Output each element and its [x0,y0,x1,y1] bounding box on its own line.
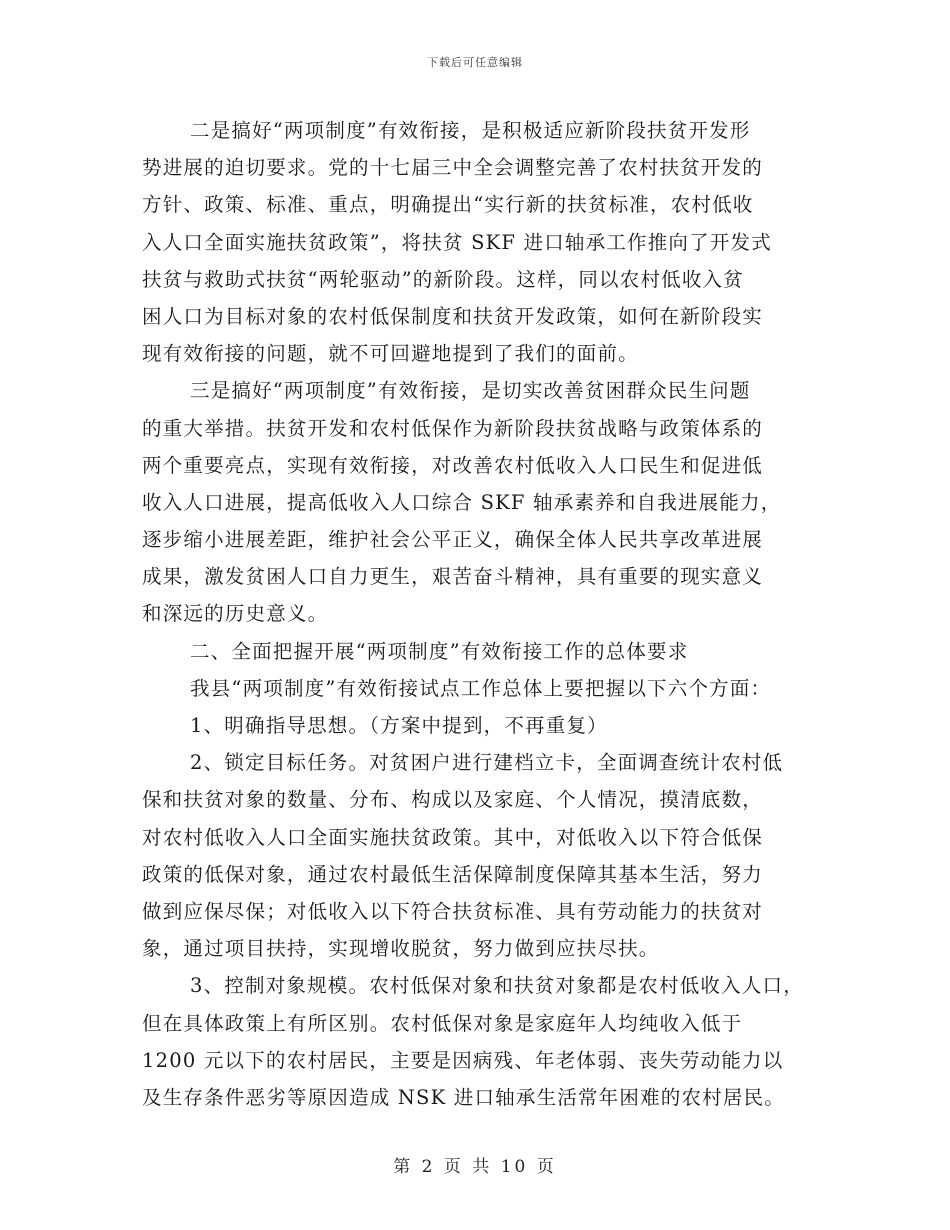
text-line: 及生存条件恶劣等原因造成 NSK 进口轴承生活常年困难的农村居民。 [142,1085,785,1109]
text-line: 和深远的历史意义。 [142,602,329,626]
text-line: 方针、政策、标准、重点，明确提出“实行新的扶贫标准，农村低收 [142,193,754,217]
text-line: 1200 元以下的农村居民，主要是因病残、年老体弱、丧失劳动能力以 [142,1048,784,1072]
text-line: 保和扶贫对象的数量、分布、构成以及家庭、个人情况，摸清底数， [142,788,764,812]
text-line: 1、明确指导思想。（方案中提到，不再重复） [190,714,608,737]
text-line: 成果，激发贫困人口自力更生，艰苦奋斗精神，具有重要的现实意义 [142,565,764,589]
page-header-note: 下载后可任意编辑 [427,56,523,69]
text-line: 但在具体政策上有所区别。农村低保对象是家庭年人均纯收入低于 [142,1011,743,1035]
page-number: 第 2 页 共 10 页 [393,1157,557,1177]
text-line: 二、全面把握开展“两项制度”有效衔接工作的总体要求 [190,639,689,663]
document-body [142,112,822,1116]
text-line: 势进展的迫切要求。党的十七届三中全会调整完善了农村扶贫开发的 [142,156,764,180]
text-line: 对农村低收入人口全面实施扶贫政策。其中，对低收入以下符合低保 [142,825,764,849]
text-line: 扶贫与救助式扶贫“两轮驱动”的新阶段。这样，同以农村低收入贫 [142,267,744,291]
text-line: 两个重要亮点，实现有效衔接，对改善农村低收入人口民生和促进低 [142,453,764,477]
text-line: 3、控制对象规模。农村低保对象和扶贫对象都是农村低收入人口， [190,974,804,998]
text-line: 逐步缩小进展差距，维护社会公平正义，确保全体人民共享改革进展 [142,528,764,552]
text-line: 2、锁定目标任务。对贫困户进行建档立卡，全面调查统计农村低 [190,751,784,775]
text-line: 做到应保尽保；对低收入以下符合扶贫标准、具有劳动能力的扶贫对 [142,899,764,923]
text-line: 二是搞好“两项制度”有效衔接，是积极适应新阶段扶贫开发形 [190,119,751,142]
text-line: 我县“两项制度”有效衔接试点工作总体上要把握以下六个方面： [190,676,772,700]
text-line: 的重大举措。扶贫开发和农村低保作为新阶段扶贫战略与政策体系的 [142,416,764,440]
text-line: 象，通过项目扶持，实现增收脱贫，努力做到应扶尽扶。 [142,937,660,961]
text-line: 收入人口进展，提高低收入人口综合 SKF 轴承素养和自我进展能力， [142,490,782,514]
text-line: 现有效衔接的问题，就不可回避地提到了我们的面前。 [142,342,639,366]
text-line: 三是搞好“两项制度”有效衔接，是切实改善贫困群众民生问题 [190,379,751,403]
text-line: 入人口全面实施扶贫政策”，将扶贫 SKF 进口轴承工作推向了开发式 [142,230,772,254]
text-line: 政策的低保对象，通过农村最低生活保障制度保障其基本生活，努力 [142,862,764,886]
text-line: 困人口为目标对象的农村低保制度和扶贫开发政策，如何在新阶段实 [142,304,764,328]
